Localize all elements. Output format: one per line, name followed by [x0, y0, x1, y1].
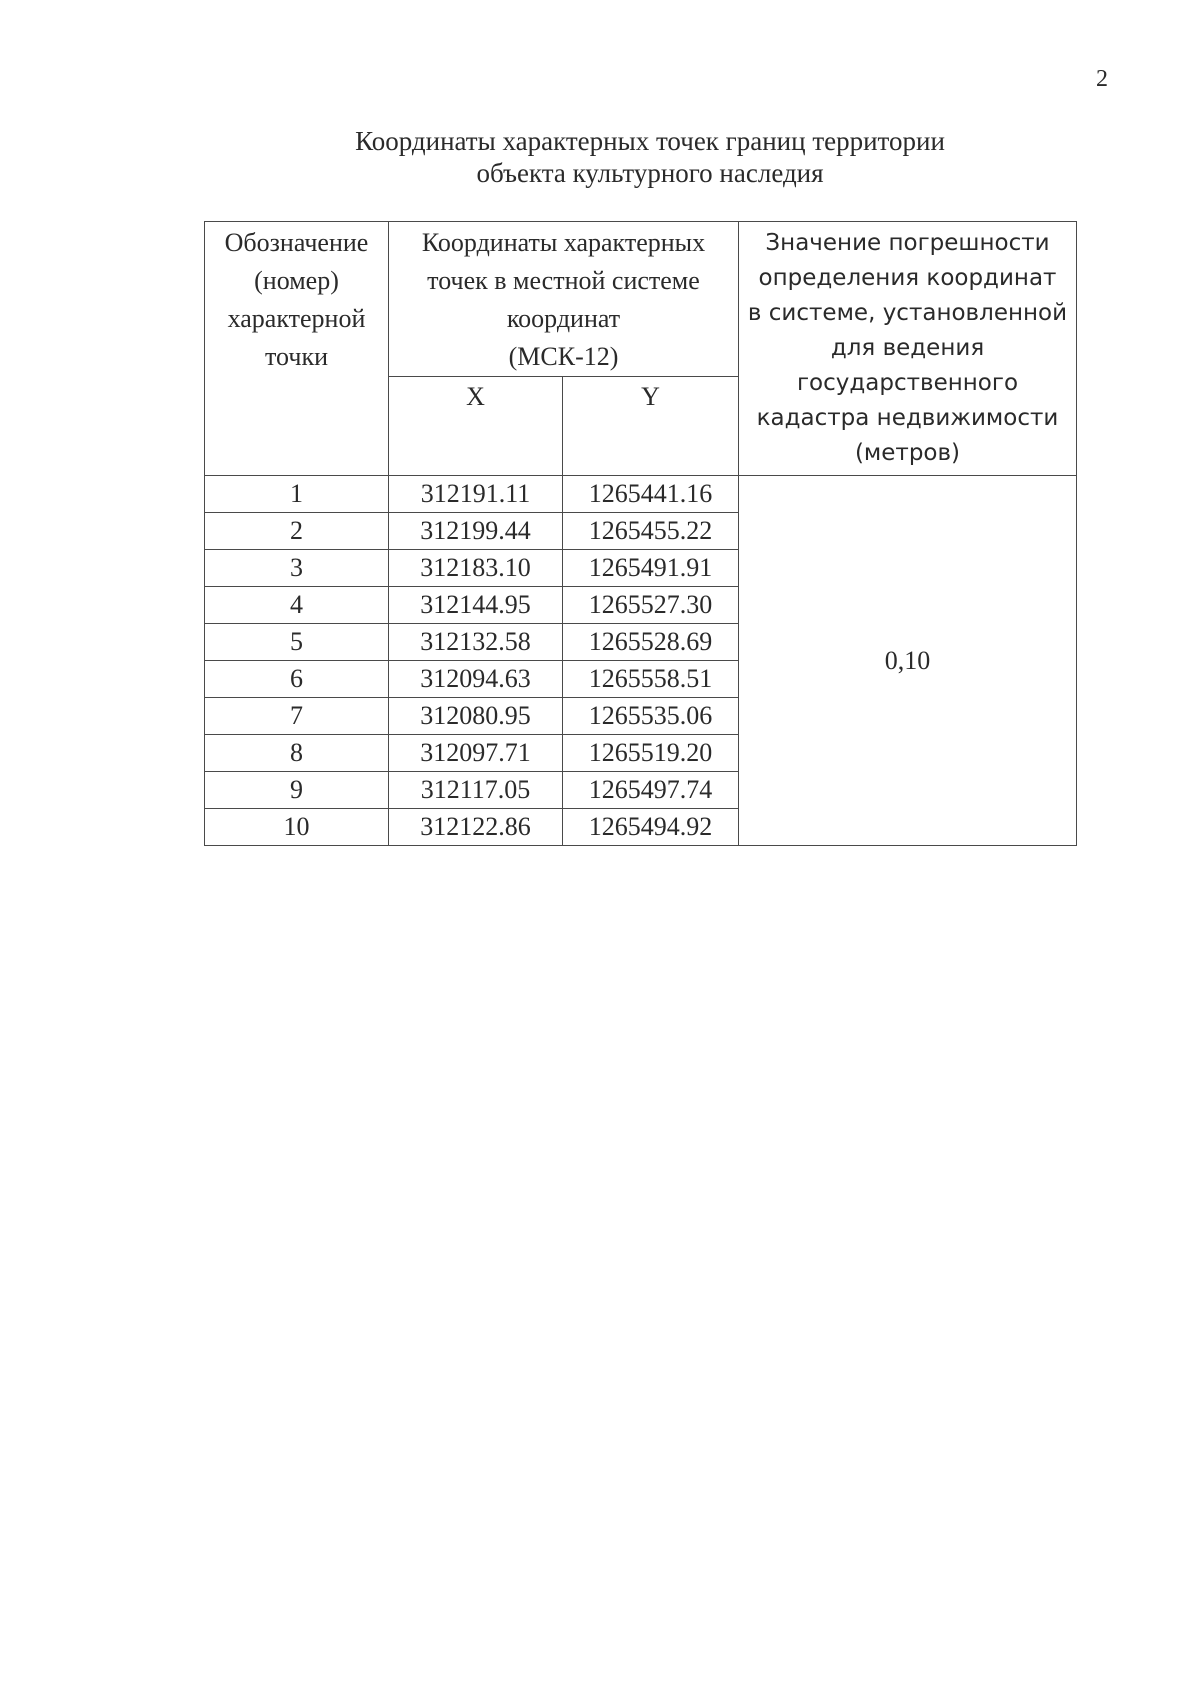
cell-x: 312191.11	[389, 476, 563, 513]
cell-x: 312144.95	[389, 587, 563, 624]
cell-y: 1265441.16	[563, 476, 739, 513]
cell-point-number: 4	[205, 587, 389, 624]
cell-y: 1265527.30	[563, 587, 739, 624]
header-coordinates	[389, 222, 739, 377]
coordinates-table	[204, 221, 1077, 846]
document-title	[250, 125, 1050, 189]
cell-point-number: 7	[205, 698, 389, 735]
cell-x: 312117.05	[389, 772, 563, 809]
header-point-id-line: (номер)	[254, 266, 339, 295]
cell-x: 312122.86	[389, 809, 563, 846]
header-error-line: кадастра недвижимости	[756, 405, 1059, 431]
header-error-line: государственного	[796, 370, 1019, 396]
title-line-2: объекта культурного наследия	[476, 158, 824, 188]
header-coordinates-line: (МСК-12)	[508, 342, 619, 371]
cell-point-number: 1	[205, 476, 389, 513]
header-x: X	[389, 377, 563, 476]
table-header-row	[205, 222, 1077, 377]
header-error-line: в системе, установленной	[747, 300, 1068, 326]
cell-y: 1265491.91	[563, 550, 739, 587]
header-error-line: для ведения	[830, 335, 985, 361]
cell-point-number: 2	[205, 513, 389, 550]
cell-point-number: 8	[205, 735, 389, 772]
header-point-id-line: характерной	[227, 304, 366, 333]
title-line-1: Координаты характерных точек границ территории	[355, 126, 945, 156]
cell-y: 1265494.92	[563, 809, 739, 846]
header-y: Y	[563, 377, 739, 476]
header-point-id-line: точки	[265, 342, 328, 371]
header-coordinates-line: Координаты характерных	[421, 228, 706, 257]
cell-y: 1265497.74	[563, 772, 739, 809]
cell-x: 312183.10	[389, 550, 563, 587]
header-error	[739, 222, 1077, 476]
cell-x: 312132.58	[389, 624, 563, 661]
cell-point-number: 9	[205, 772, 389, 809]
cell-x: 312094.63	[389, 661, 563, 698]
cell-x: 312097.71	[389, 735, 563, 772]
page-number: 2	[1096, 66, 1108, 92]
header-coordinates-line: точек в местной системе	[427, 266, 700, 295]
cell-x: 312080.95	[389, 698, 563, 735]
header-error-line: определения координат	[758, 265, 1057, 291]
cell-y: 1265455.22	[563, 513, 739, 550]
header-coordinates-line: координат	[506, 304, 621, 333]
cell-point-number: 5	[205, 624, 389, 661]
cell-y: 1265535.06	[563, 698, 739, 735]
table-row	[205, 476, 1077, 513]
header-error-line: Значение погрешности	[765, 230, 1050, 256]
cell-y: 1265528.69	[563, 624, 739, 661]
cell-y: 1265519.20	[563, 735, 739, 772]
cell-point-number: 6	[205, 661, 389, 698]
cell-y: 1265558.51	[563, 661, 739, 698]
cell-error-value: 0,10	[739, 476, 1077, 846]
cell-x: 312199.44	[389, 513, 563, 550]
cell-point-number: 3	[205, 550, 389, 587]
cell-point-number: 10	[205, 809, 389, 846]
header-error-line: (метров)	[854, 440, 961, 466]
header-point-id	[205, 222, 389, 476]
header-point-id-line: Обозначение	[224, 228, 369, 257]
